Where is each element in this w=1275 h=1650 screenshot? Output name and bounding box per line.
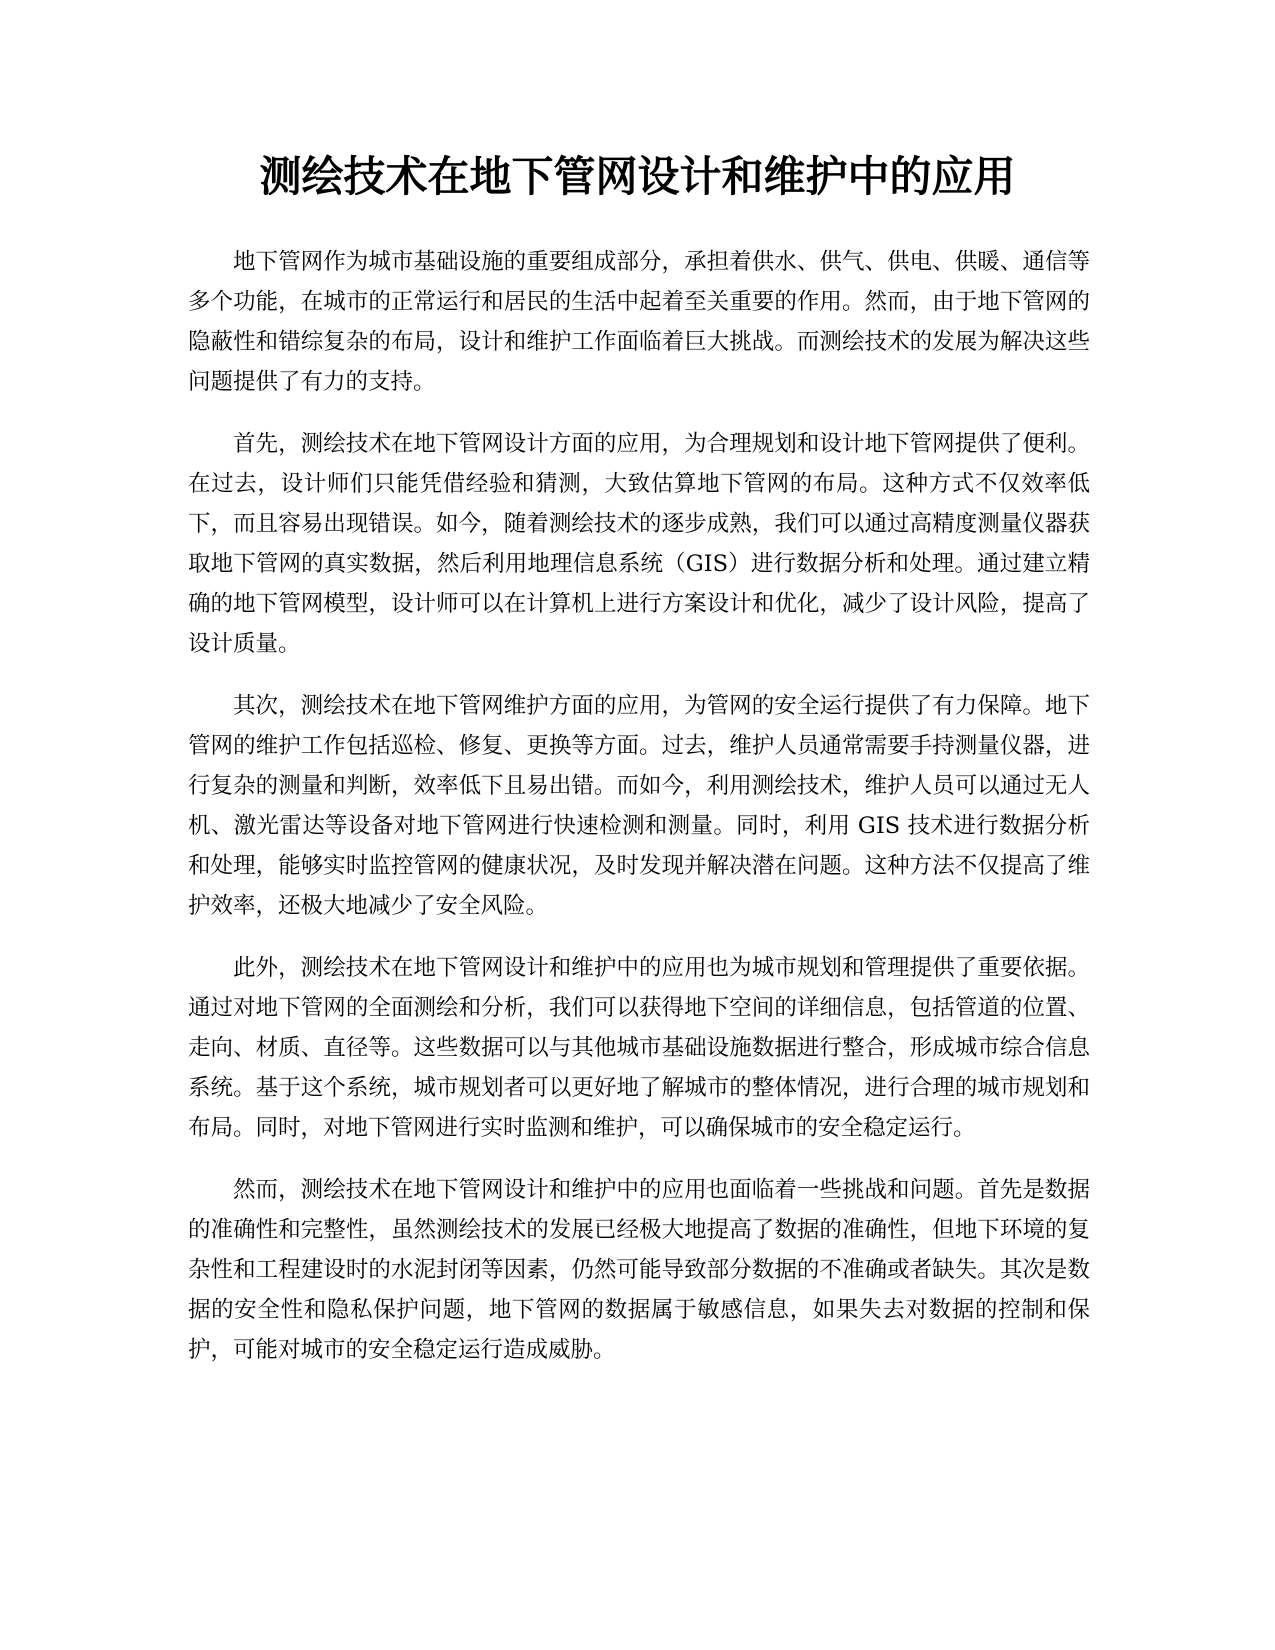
paragraph-challenges: 然而，测绘技术在地下管网设计和维护中的应用也面临着一些挑战和问题。首先是数据的准确性和完整性，虽然测绘技术的发展已经极大地提高了数据的准确性，但地下环境的复杂性和工程建设时的水泥封闭等因素，仍然可能导致部分数据的不准确或者缺失。其次是数据的安全性和隐私保护问题，地下管网的数据属于敏感信息，如果失去对数据的控制和保护，可能对城市的安全稳定运行造成威胁。: [188, 1177, 1090, 1363]
paragraph-intro: 地下管网作为城市基础设施的重要组成部分，承担着供水、供气、供电、供暖、通信等多个功能，在城市的正常运行和居民的生活中起着至关重要的作用。然而，由于地下管网的隐蔽性和错综复杂的布局，设计和维护工作面临着巨大挑战。而测绘技术的发展为解决这些问题提供了有力的支持。: [188, 249, 1090, 395]
document-title: 测绘技术在地下管网设计和维护中的应用: [259, 152, 1016, 201]
paragraph-design: 首先，测绘技术在地下管网设计方面的应用，为合理规划和设计地下管网提供了便利。在过去，设计师们只能凭借经验和猜测，大致估算地下管网的布局。这种方式不仅效率低下，而且容易出现错误。如今，随着测绘技术的逐步成熟，我们可以通过高精度测量仪器获取地下管网的真实数据，然后利用地理信息系统（GIS）进行数据分析和处理。通过建立精确的地下管网模型，设计师可以在计算机上进行方案设计和优化，减少了设计风险，提高了设计质量。: [188, 431, 1090, 657]
paragraph-maintenance: 其次，测绘技术在地下管网维护方面的应用，为管网的安全运行提供了有力保障。地下管网的维护工作包括巡检、修复、更换等方面。过去，维护人员通常需要手持测量仪器，进行复杂的测量和判断，效率低下且易出错。而如今，利用测绘技术，维护人员可以通过无人机、激光雷达等设备对地下管网进行快速检测和测量。同时，利用 GIS 技术进行数据分析和处理，能够实时监控管网的健康状况，及时发现并解决潜在问题。这种方法不仅提高了维护效率，还极大地减少了安全风险。: [188, 693, 1090, 919]
paragraph-planning: 此外，测绘技术在地下管网设计和维护中的应用也为城市规划和管理提供了重要依据。通过对地下管网的全面测绘和分析，我们可以获得地下空间的详细信息，包括管道的位置、走向、材质、直径等。这些数据可以与其他城市基础设施数据进行整合，形成城市综合信息系统。基于这个系统，城市规划者可以更好地了解城市的整体情况，进行合理的城市规划和布局。同时，对地下管网进行实时监测和维护，可以确保城市的安全稳定运行。: [188, 955, 1090, 1141]
document-body: [188, 242, 1090, 1392]
